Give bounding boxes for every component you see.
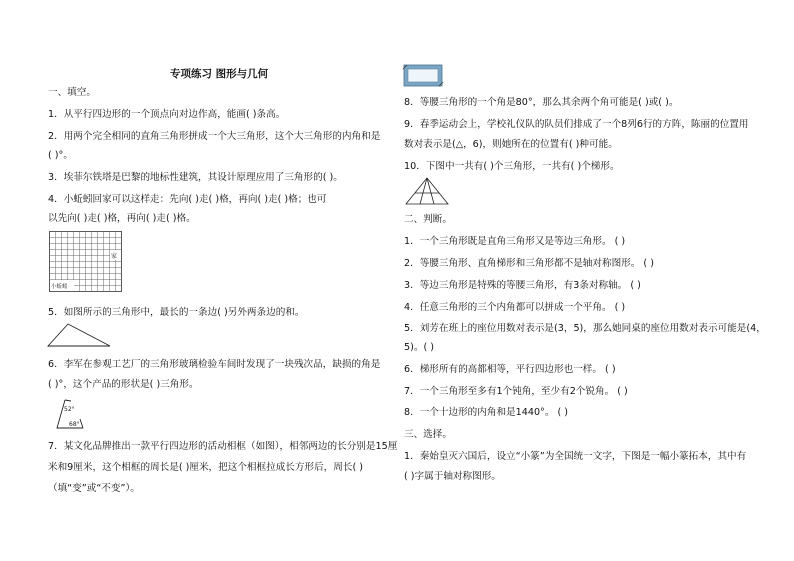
question-3: 3．埃菲尔铁塔是巴黎的地标性建筑，其设计原理应用了三角形的( )。	[48, 172, 343, 183]
question-8: 8．等腰三角形的一个角是80°，那么其余两个角可能是( )或( )。	[404, 97, 679, 108]
section-choice: 三、选择。	[404, 429, 452, 440]
question-9-line1: 9．春季运动会上，学校礼仪队的队员们排成了一个8列6行的方阵，陈丽的位置用	[404, 119, 749, 130]
triangle-trapezoid-figure	[404, 176, 450, 206]
grid-home-label: 家	[111, 253, 118, 260]
picture-frame-figure	[402, 63, 444, 88]
section-fill-in: 一、填空。	[48, 87, 96, 98]
section-judge: 二、判断。	[404, 214, 452, 225]
judge-5-line2: 5)。( )	[404, 342, 434, 353]
judge-5-line1: 5．刘芳在班上的座位用数对表示是(3，5)，那么她同桌的座位用数对表示可能是(4，	[404, 323, 766, 334]
grid-worm-label: 小蚯蚓	[51, 284, 68, 290]
question-4-line2: 以先向( )走( )格，再向( )走( )格。	[48, 213, 196, 224]
grid-figure	[49, 231, 123, 293]
judge-4: 4．任意三角形的三个内角都可以拼成一个平角。 ( )	[404, 302, 626, 313]
broken-triangle-figure	[55, 397, 89, 431]
question-6-line2: ( )°，这个产品的形状是( )三角形。	[48, 379, 199, 390]
choice-1-line2: ( )字属于轴对称图形。	[404, 471, 501, 482]
choice-1-line1: 1．秦始皇灭六国后，设立“小篆”为全国统一文字，下图是一幅小篆拓本，其中有	[404, 451, 747, 462]
obtuse-triangle-figure	[46, 322, 112, 348]
judge-2: 2．等腰三角形、直角梯形和三角形都不是轴对称图形。 ( )	[404, 258, 654, 269]
question-7-line1: 7．某文化品牌推出一款平行四边形的活动相框（如图），相邻两边的长分别是15厘	[48, 441, 398, 452]
question-5: 5．如图所示的三角形中，最长的一条边( )另外两条边的和。	[48, 307, 305, 318]
question-9-line2: 数对表示是(△，6)，则她所在的位置有( )种可能。	[404, 139, 618, 150]
judge-3: 3．等边三角形是特殊的等腰三角形，有3条对称轴。 ( )	[404, 280, 641, 291]
angle-top-label: 52°	[64, 406, 75, 413]
judge-8: 8．一个十边形的内角和是1440°。 ( )	[404, 407, 569, 418]
judge-6: 6．梯形所有的高都相等，平行四边形也一样。 ( )	[404, 364, 616, 375]
question-10: 10．下图中一共有( )个三角形，一共有( )个梯形。	[404, 161, 620, 172]
question-7-line2: 米和9厘米，这个相框的周长是( )厘米，把这个相框拉成长方形后，周长( )	[48, 462, 363, 473]
page-title: 专项练习 图形与几何	[170, 68, 269, 80]
angle-right-label: 68°	[69, 421, 80, 428]
question-4-line1: 4．小蚯蚓回家可以这样走：先向( )走( )格，再向( )走( )格；也可	[48, 194, 327, 205]
judge-7: 7．一个三角形至多有1个钝角，至少有2个锐角。 ( )	[404, 386, 628, 397]
question-1: 1．从平行四边形的一个顶点向对边作高，能画( )条高。	[48, 109, 286, 120]
question-7-line3: （填“变”或“不变”）。	[48, 483, 140, 494]
question-2-line2: ( )°。	[48, 150, 73, 161]
question-2-line1: 2．用两个完全相同的直角三角形拼成一个大三角形，这个大三角形的内角和是	[48, 131, 381, 142]
question-6-line1: 6．李军在参观工艺厂的三角形玻璃检验车间时发现了一块残次品，缺损的角是	[48, 359, 381, 370]
judge-1: 1．一个三角形既是直角三角形又是等边三角形。 ( )	[404, 236, 626, 247]
